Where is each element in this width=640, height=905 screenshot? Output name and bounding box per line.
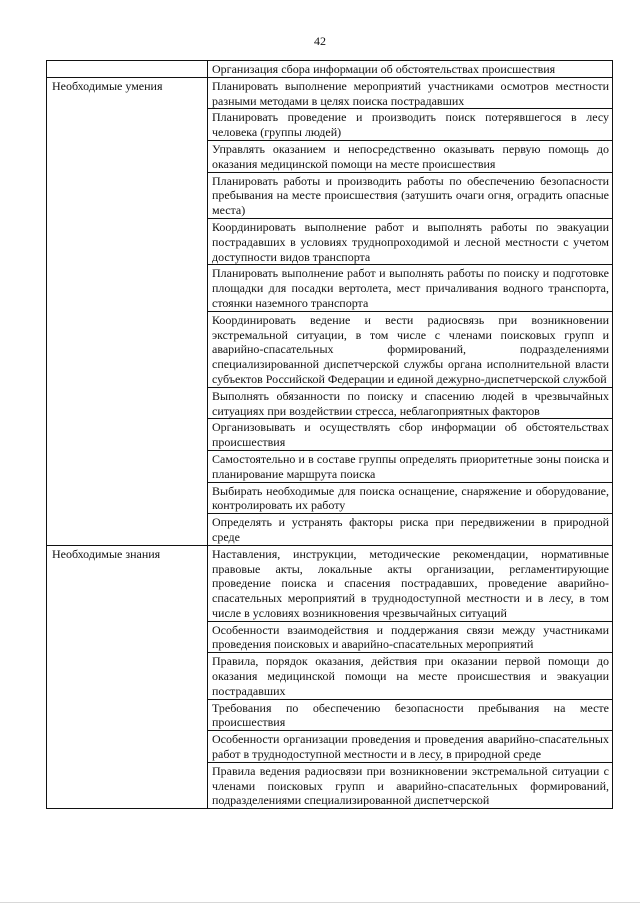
- table-row: [47, 545, 613, 621]
- content-cell: Планировать работы и производить работы по обеспечению безопасности пребывания на месте происшествия (затушить очаги огня, оградить опасные места): [208, 172, 613, 218]
- content-cell: Самостоятельно и в составе группы определять приоритетные зоны поиска и планирование маршрута поиска: [208, 450, 613, 482]
- content-cell: Правила ведения радиосвязи при возникновении экстремальной ситуации с членами поисковых групп и аварийно-спасательных формирований, подразделениями специализированной диспетчерской: [208, 762, 613, 808]
- content-cell: Особенности взаимодействия и поддержания связи между участниками проведения поисковых и аварийно-спасательных мероприятий: [208, 621, 613, 653]
- content-cell: Наставления, инструкции, методические рекомендации, нормативные правовые акты, локальные акты организации, регламентирующие проведение поиска и спасения пострадавших, проведение аварийно-спасательных мероприятий в труднодоступной местности и в лесу, в том числе в условиях возникновения чрезвычайных ситуаций: [208, 545, 613, 621]
- label-cell: [47, 61, 208, 78]
- content-cell: Организация сбора информации об обстоятельствах происшествия: [208, 61, 613, 78]
- content-cell: Координировать ведение и вести радиосвязь при возникновении экстремальной ситуации, в том числе с членами поисковых групп и аварийно-спасательных формирований, подразделениями специализированной диспетчерской службы органа исполнительной власти субъектов Российской Федерации и единой дежурно-диспетчерской службой: [208, 311, 613, 387]
- content-cell: Организовывать и осуществлять сбор информации об обстоятельствах происшествия: [208, 419, 613, 451]
- content-cell: Правила, порядок оказания, действия при оказании первой помощи до оказания медицинской помощи на месте происшествия и эвакуации пострадавших: [208, 653, 613, 699]
- page-number: 42: [314, 34, 326, 48]
- competency-table: [46, 60, 613, 809]
- content-cell: Управлять оказанием и непосредственно оказывать первую помощь до оказания медицинской помощи на месте происшествия: [208, 140, 613, 172]
- competency-table-body: [47, 61, 613, 809]
- page-bottom-edge: [0, 902, 640, 903]
- content-cell: Выполнять обязанности по поиску и спасению людей в чрезвычайных ситуациях при воздействии стресса, неблагоприятных факторов: [208, 387, 613, 419]
- content-cell: Определять и устранять факторы риска при передвижении в природной среде: [208, 514, 613, 546]
- content-cell: Координировать выполнение работ и выполнять работы по эвакуации пострадавших в условиях труднопроходимой и лесной местности с учетом доступности видов транспорта: [208, 218, 613, 264]
- content-cell: Особенности организации проведения и проведения аварийно-спасательных работ в труднодоступной местности и в лесу, в природной среде: [208, 731, 613, 763]
- content-cell: Планировать выполнение мероприятий участниками осмотров местности разными методами в целях поиска пострадавших: [208, 77, 613, 109]
- section-label: Необходимые знания: [47, 545, 208, 809]
- table-row: [47, 77, 613, 109]
- section-label: Необходимые умения: [47, 77, 208, 545]
- table-row: [47, 61, 613, 78]
- content-cell: Планировать проведение и производить поиск потерявшегося в лесу человека (группы людей): [208, 109, 613, 141]
- content-cell: Требования по обеспечению безопасности пребывания на месте происшествия: [208, 699, 613, 731]
- content-cell: Выбирать необходимые для поиска оснащение, снаряжение и оборудование, контролировать их работу: [208, 482, 613, 514]
- content-cell: Планировать выполнение работ и выполнять работы по поиску и подготовке площадки для посадки вертолета, мест причаливания водного транспорта, стоянки наземного транспорта: [208, 265, 613, 311]
